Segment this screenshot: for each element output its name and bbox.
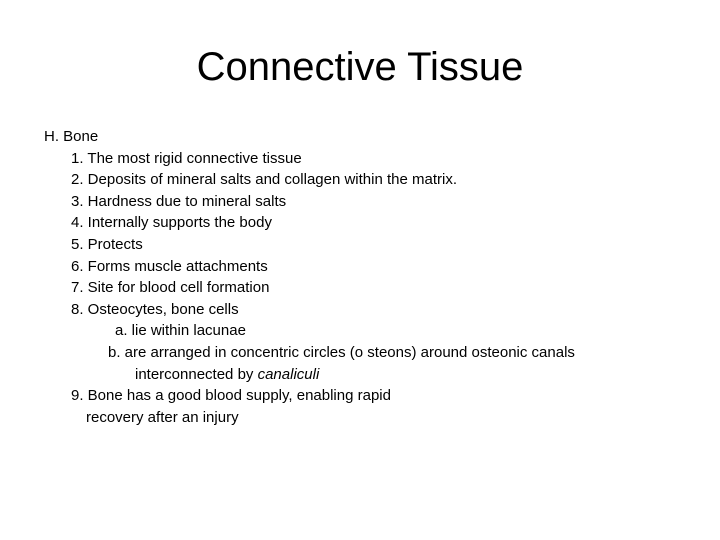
list-item-1: 1. The most rigid connective tissue (71, 149, 302, 167)
list-item-2: 2. Deposits of mineral salts and collagen within the matrix. (71, 171, 458, 189)
list-item-8: 8. Osteocytes, bone cells (71, 300, 239, 318)
list-item-7: 7. Site for blood cell formation (71, 279, 270, 297)
list-item-3: 3. Hardness due to mineral salts (71, 192, 287, 210)
list-item-9-continuation: recovery after an injury (86, 408, 239, 426)
list-item-9: 9. Bone has a good blood supply, enabling rapid (71, 387, 391, 405)
list-item-5: 5. Protects (71, 235, 143, 253)
sub-item-a: a. lie within lacunae (115, 322, 246, 340)
list-item-4: 4. Internally supports the body (71, 214, 272, 232)
list-item-6: 6. Forms muscle attachments (71, 257, 268, 275)
canaliculi-term: canaliculi (257, 365, 320, 383)
section-heading: H. Bone (44, 128, 99, 145)
sub-item-b-cont-text: interconnected by (135, 365, 258, 383)
slide-body (44, 126, 704, 428)
slide-title: Connective Tissue (196, 45, 524, 89)
sub-item-b: b. are arranged in concentric circles (o steons) around osteonic canals (108, 343, 575, 361)
sub-item-b-continuation (44, 364, 704, 386)
